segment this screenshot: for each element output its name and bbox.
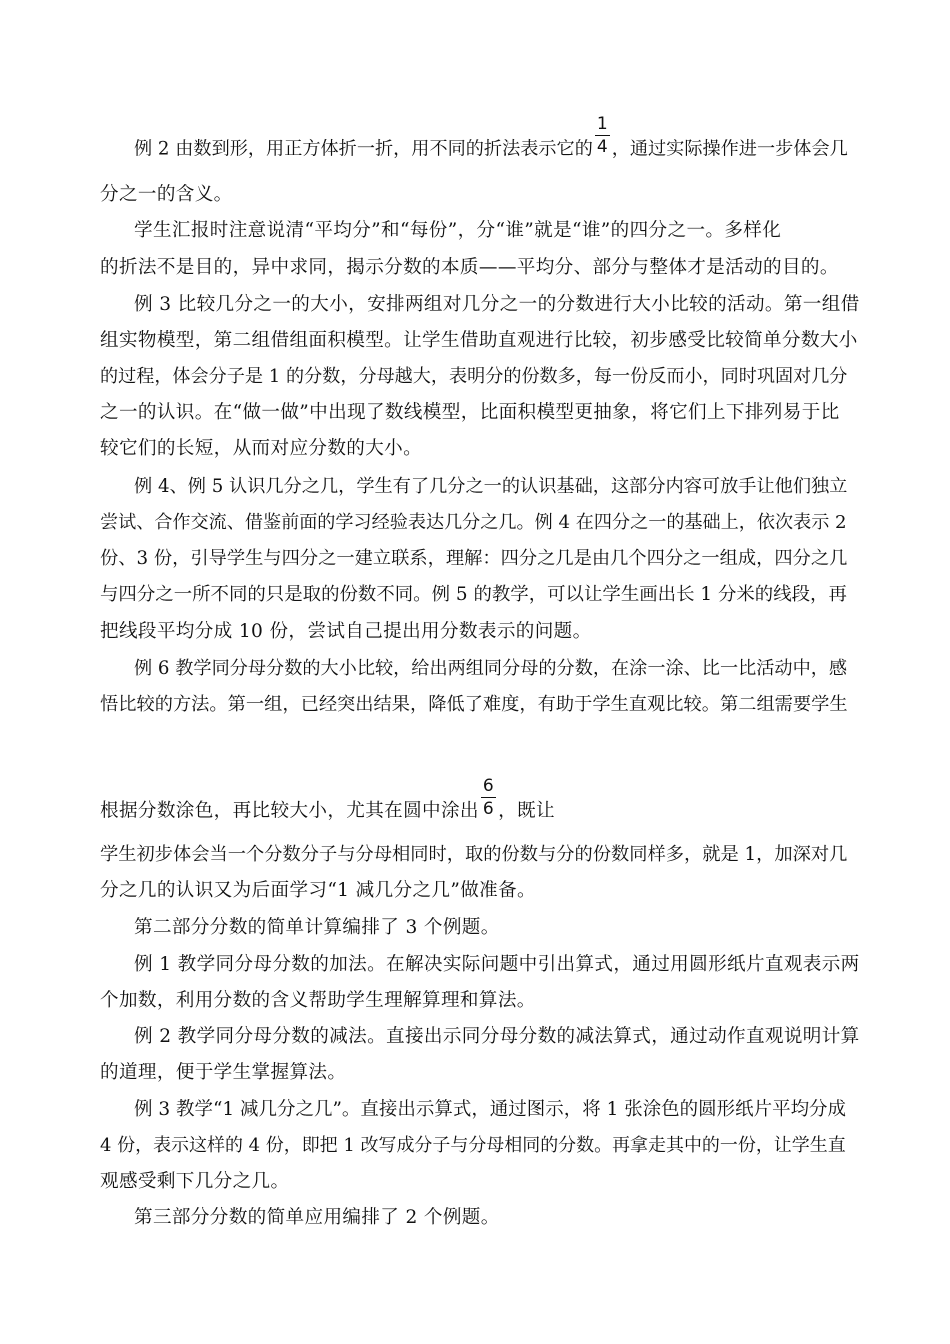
text-run: 的道理，便于学生掌握算法。 [100, 1062, 347, 1083]
paragraph-line [100, 546, 847, 572]
fraction-six-sixths [481, 776, 496, 819]
text-run: 的过程，体会分子是 1 的分数，分母越大，表明分的份数多，每一份反而小，同时巩固对几分 [100, 366, 848, 387]
text-run: 个加数，利用分数的含义帮助学生理解算理和算法。 [100, 990, 536, 1011]
paragraph-line [100, 255, 839, 281]
text-run: 例 3 教学“1 减几分之几”。直接出示算式，通过图示，将 1 张涂色的圆形纸片平均分成 [134, 1099, 847, 1120]
paragraph-line [100, 328, 858, 354]
paragraph-line [100, 878, 536, 904]
paragraph-line [100, 1133, 846, 1159]
text-run: 分之几的认识又为后面学习“1 减几分之几”做准备。 [100, 880, 536, 901]
fraction-numerator: 6 [482, 776, 495, 796]
paragraph-line [100, 582, 847, 608]
paragraph-line [100, 776, 555, 833]
paragraph-line [134, 218, 781, 244]
text-run: ，通过实际操作进一步体会几 [611, 138, 848, 160]
paragraph-line [134, 474, 847, 500]
paragraph-line [100, 364, 847, 390]
text-run: 例 2 由数到形，用正方体折一折，用不同的折法表示它的 [134, 138, 593, 160]
text-run: 第二部分分数的简单计算编排了 3 个例题。 [134, 917, 500, 938]
text-run: ，既让 [498, 800, 555, 822]
paragraph-line [134, 114, 848, 171]
fraction-one-quarter [595, 114, 610, 157]
paragraph-line [134, 1205, 500, 1231]
paragraph-line [100, 842, 847, 868]
text-run: 分之一的含义。 [100, 184, 233, 205]
paragraph-line [100, 1169, 289, 1195]
paragraph-line [134, 915, 500, 941]
fraction-bar [481, 797, 496, 798]
paragraph-line [100, 436, 422, 462]
text-run: 第三部分分数的简单应用编排了 2 个例题。 [134, 1207, 500, 1228]
paragraph-line [100, 182, 233, 208]
fraction-denominator: 6 [482, 799, 495, 819]
text-run: 学生初步体会当一个分数分子与分母相同时，取的份数与分的份数同样多，就是 1，加深对几 [100, 844, 848, 865]
paragraph-line [100, 1060, 346, 1086]
fraction-numerator: 1 [596, 114, 608, 134]
text-run: 与四分之一所不同的只是取的份数不同。例 5 的教学，可以让学生画出长 1 分米的线段，再 [100, 584, 847, 605]
fraction-denominator: 4 [596, 137, 608, 157]
text-run: 观感受剩下几分之几。 [100, 1171, 290, 1192]
text-run: 把线段平均分成 10 份，尝试自己提出用分数表示的问题。 [100, 621, 592, 642]
fraction-bar [595, 135, 610, 136]
paragraph-line [100, 692, 848, 718]
text-run: 例 4、例 5 认识几分之几，学生有了几分之一的认识基础，这部分内容可放手让他们独立 [134, 476, 848, 497]
text-run: 尝试、合作交流、借鉴前面的学习经验表达几分之几。例 4 在四分之一的基础上，依次表示 2 [100, 512, 847, 533]
text-run: 4 份，表示这样的 4 份，即把 1 改写成分子与分母相同的分数。再拿走其中的一份，让学生直 [100, 1135, 846, 1156]
text-run: 的折法不是目的，异中求同，揭示分数的本质——平均分、部分与整体才是活动的目的。 [100, 257, 839, 278]
paragraph-line [134, 1097, 846, 1123]
paragraph-line [134, 656, 847, 682]
text-run: 之一的认识。在“做一做”中出现了数线模型，比面积模型更抽象，将它们上下排列易于比 [100, 402, 840, 423]
paragraph-line [134, 1024, 860, 1050]
text-run: 例 1 教学同分母分数的加法。在解决实际问题中引出算式，通过用圆形纸片直观表示两 [134, 954, 860, 975]
text-run: 悟比较的方法。第一组，已经突出结果，降低了难度，有助于学生直观比较。第二组需要学生 [100, 694, 848, 715]
paragraph-line [100, 988, 536, 1014]
text-run: 较它们的长短，从而对应分数的大小。 [100, 438, 423, 459]
paragraph-line [134, 292, 860, 318]
text-run: 根据分数涂色，再比较大小，尤其在圆中涂出 [100, 800, 479, 822]
paragraph-line [100, 619, 592, 645]
text-run: 份、3 份，引导学生与四分之一建立联系，理解：四分之几是由几个四分之一组成，四分之几 [100, 548, 848, 569]
paragraph-line [100, 400, 840, 426]
paragraph-line [100, 510, 847, 536]
text-run: 组实物模型，第二组借组面积模型。让学生借助直观进行比较，初步感受比较简单分数大小 [100, 330, 858, 351]
text-run: 例 2 教学同分母分数的减法。直接出示同分母分数的减法算式，通过动作直观说明计算 [134, 1026, 860, 1047]
text-run: 学生汇报时注意说清“平均分”和“每份”，分“谁”就是“谁”的四分之一。多样化 [134, 220, 782, 241]
paragraph-line [134, 952, 860, 978]
text-run: 例 3 比较几分之一的大小，安排两组对几分之一的分数进行大小比较的活动。第一组借 [134, 294, 860, 315]
text-run: 例 6 教学同分母分数的大小比较，给出两组同分母的分数，在涂一涂、比一比活动中，感 [134, 658, 848, 679]
